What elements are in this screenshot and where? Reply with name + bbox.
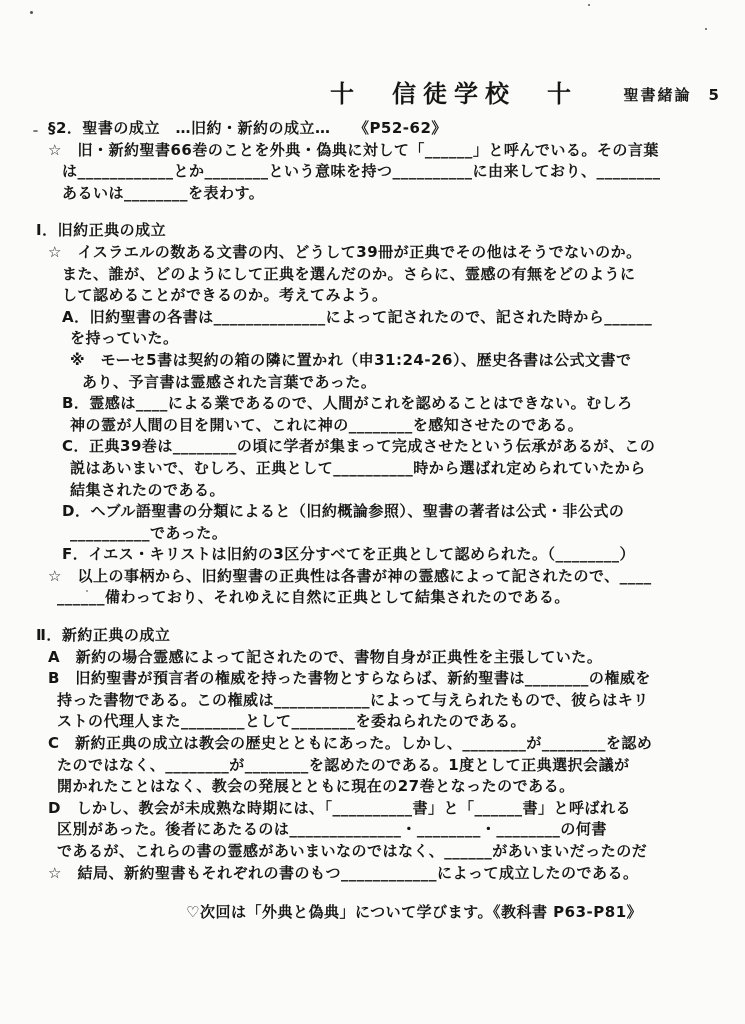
text-line: であるが、これらの書の霊感があいまいなのではなく、______があいまいだったのだ xyxy=(57,842,648,860)
text-line: ☆ 旧・新約聖書66巻のことを外典・偽典に対して「______」と呼んでいる。その言葉 xyxy=(48,140,659,159)
text-line: して認めることができるのか。考えてみよう。 xyxy=(62,286,388,305)
text-line: D．ヘブル語聖書の分類によると（旧約概論参照）、聖書の著者は公式・非公式の xyxy=(62,502,625,521)
text-line: F．イエス・キリストは旧約の3区分すべてを正典として認められた。（________） xyxy=(62,545,635,564)
text-line: あり、予言書は霊感された言葉であった。 xyxy=(82,372,377,391)
text-line: は____________とか________という意味を持つ__________に由来しており、________ xyxy=(62,162,661,181)
text-line: C．正典39巻は________の頃に学者が集まって完成させたという伝承があるが、この xyxy=(62,437,656,456)
text-line: を持っていた。 xyxy=(70,329,179,348)
text-line: §2．聖書の成立 …旧約・新約の成立… 《P52-62》 xyxy=(48,119,447,137)
text-line: __________であった。 xyxy=(70,523,228,542)
text-line: 神の霊が人間の目を開いて、これに神の________を感知させたのである。 xyxy=(70,415,584,434)
text-line: 区別があった。後者にあたるのは______________・________・________の何書 xyxy=(57,820,607,839)
text-line: ♡次回は「外典と偽典」について学びます。《教科書 P63-P81》 xyxy=(186,903,643,922)
scan-speck xyxy=(30,11,33,14)
text-line: 説はあいまいで、むしろ、正典として__________時から選ばれ定められていたから xyxy=(70,458,646,477)
text-line: 開かれたことはなく、教会の発展とともに現在の27巻となったのである。 xyxy=(57,777,575,796)
page-number-label: 聖書緒論 5 xyxy=(623,86,721,104)
text-line: あるいは________を表わす。 xyxy=(62,183,265,202)
page-title: 十 信徒学校 十 xyxy=(330,80,578,108)
scan-speck xyxy=(588,4,590,6)
text-line: ストの代理人また________として________を委ねられたのである。 xyxy=(57,712,527,731)
text-line: 結集されたのである。 xyxy=(70,480,226,499)
text-line: C 新約正典の成立は教会の歴史とともにあった。しかし、________が________を認め xyxy=(48,734,653,753)
text-line: A 新約の場合霊感によって記されたので、書物自身が正典性を主張していた。 xyxy=(48,647,603,666)
scan-speck xyxy=(705,28,707,30)
text-line: 持った書物である。この権威は____________によって与えられたもので、彼らはキリ xyxy=(57,690,649,709)
text-line: また、誰が、どのようにして正典を選んだのか。さらに、霊感の有無をどのように xyxy=(62,264,636,283)
text-line: ☆ イスラエルの数ある文書の内、どうして39冊が正典でその他はそうでないのか。 xyxy=(48,242,642,261)
text-line: ______備わっており、それゆえに自然に正典として結集されたのである。 xyxy=(57,588,570,607)
text-line: A．旧約聖書の各書は______________によって記されたので、記された時から______ xyxy=(62,307,653,326)
text-line: ※ モーセ5書は契約の箱の隣に置かれ（申31:24-26）、歴史各書は公式文書で xyxy=(70,350,632,369)
text-line: ☆ 以上の事柄から、旧約聖書の正典性は各書が神の霊感によって記されたので、____ xyxy=(48,566,652,585)
text-line: たのではなく、________が________を認めたのである。1度として正典選択会議が xyxy=(57,755,630,774)
text-line: D しかし、教会が未成熟な時期には、「__________書」と「______書」と呼ばれる xyxy=(48,798,631,817)
text-line: ☆ 結局、新約聖書もそれぞれの書のもつ____________によって成立したのである。 xyxy=(48,863,639,882)
text-line: B．霊感は____による業であるので、人間がこれを認めることはできない。むしろ xyxy=(62,394,633,413)
text-line: Ⅰ．旧約正典の成立 xyxy=(36,221,167,240)
document-body xyxy=(0,118,745,924)
text-line: B 旧約聖書が預言者の権威を持った書物とすらならば、新約聖書は________の権威を xyxy=(48,669,651,688)
text-line: Ⅱ．新約正典の成立 xyxy=(36,626,171,645)
